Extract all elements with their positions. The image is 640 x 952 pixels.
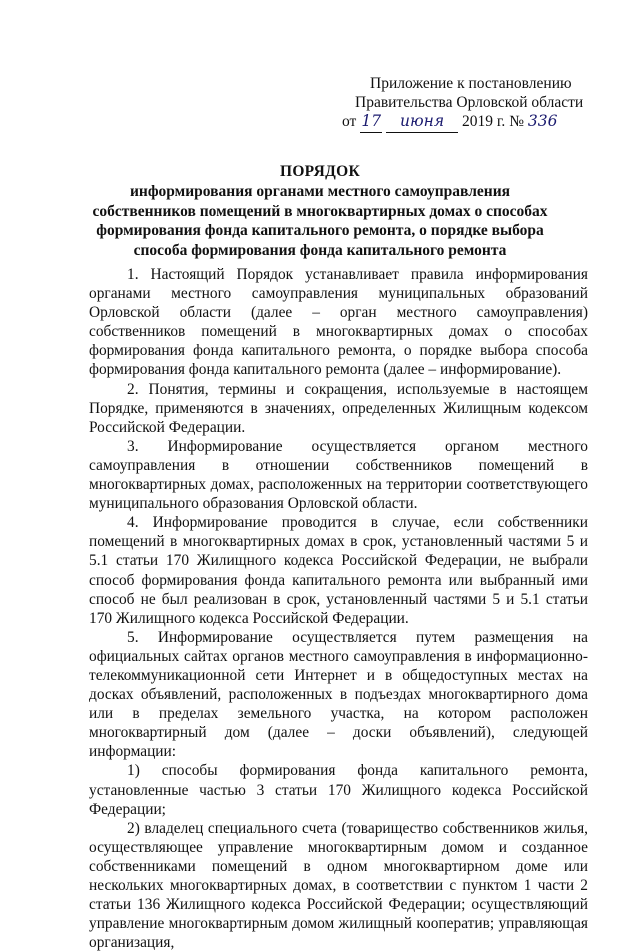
annex-line-1: Приложение к постановлению [370,75,572,92]
list-item-2: 2) владелец специального счета (товарищество собственников жилья, осуществляющее управление многоквартирным домом и созданное собственниками помещений в одном многоквартирном доме или нескольких многоквартирных домах, в соответствии с пунктом 1 части 2 статьи 136 Жилищного кодекса Российской Федерации; осуществляющий управление многоквартирным домом жилищный кооператив; управляющая организация, [89,819,588,952]
handwritten-day: 17 [360,112,382,133]
paragraph-2: 2. Понятия, термины и сокращения, используемые в настоящем Порядке, применяются в значениях, определенных Жилищным кодексом Российской Федерации. [89,380,588,436]
paragraph-5: 5. Информирование осуществляется путем размещения на официальных сайтах органов местного самоуправления в информационно-телекоммуникационной сети Интернет и в общедоступных местах на досках объявлений, расположенных в подъездах многоквартирного дома или в пределах земельного участка, на котором расположен многоквартирный дом (далее – доски объявлений), следующей информации: [89,628,588,761]
paragraph-3: 3. Информирование осуществляется органом местного самоуправления в отношении собственников помещений в многоквартирных домах, расположенных на территории соответствующего муниципального образования Орловской области. [89,437,588,513]
date-year: 2019 г. [461,113,506,130]
handwritten-number: 336 [527,112,558,130]
list-item-1: 1) способы формирования фонда капитального ремонта, установленные частью 3 статьи 170 Жилищного кодекса Российской Федерации; [89,762,588,818]
handwritten-month: июня [386,112,458,133]
document-title-block [0,162,640,260]
number-sign: № [509,113,524,130]
annex-line-2: Правительства Орловской области [355,94,584,111]
document-title: ПОРЯДОК [279,163,361,180]
paragraph-4: 4. Информирование проводится в случае, если собственники помещений в многоквартирных домах в срок, установленный частями 5 и 5.1 статьи 170 Жилищного кодекса Российской Федерации, не выбрали способ формирования фонда капитального ремонта или выбранный ими способ не был реализован в срок, установленный частями 5 и 5.1 статьи 170 Жилищного кодекса Российской Федерации. [89,514,588,627]
annex-date-line [342,112,562,133]
date-prefix: от [342,113,357,130]
document-subtitle: информирования органами местного самоуправления собственников помещений в многоквартирных домах о способах формирования фонда капитального ремонта, о порядке выбора способа формирования фонда капитального ремонта [92,183,548,259]
paragraph-1: 1. Настоящий Порядок устанавливает правила информирования органами местного самоуправления муниципальных образований Орловской области (далее – орган местного самоуправления) собственников помещений в многоквартирных домах о способах формирования фонда капитального ремонта, о порядке выбора способа формирования фонда капитального ремонта (далее – информирование). [89,266,588,379]
document-body [89,265,588,952]
